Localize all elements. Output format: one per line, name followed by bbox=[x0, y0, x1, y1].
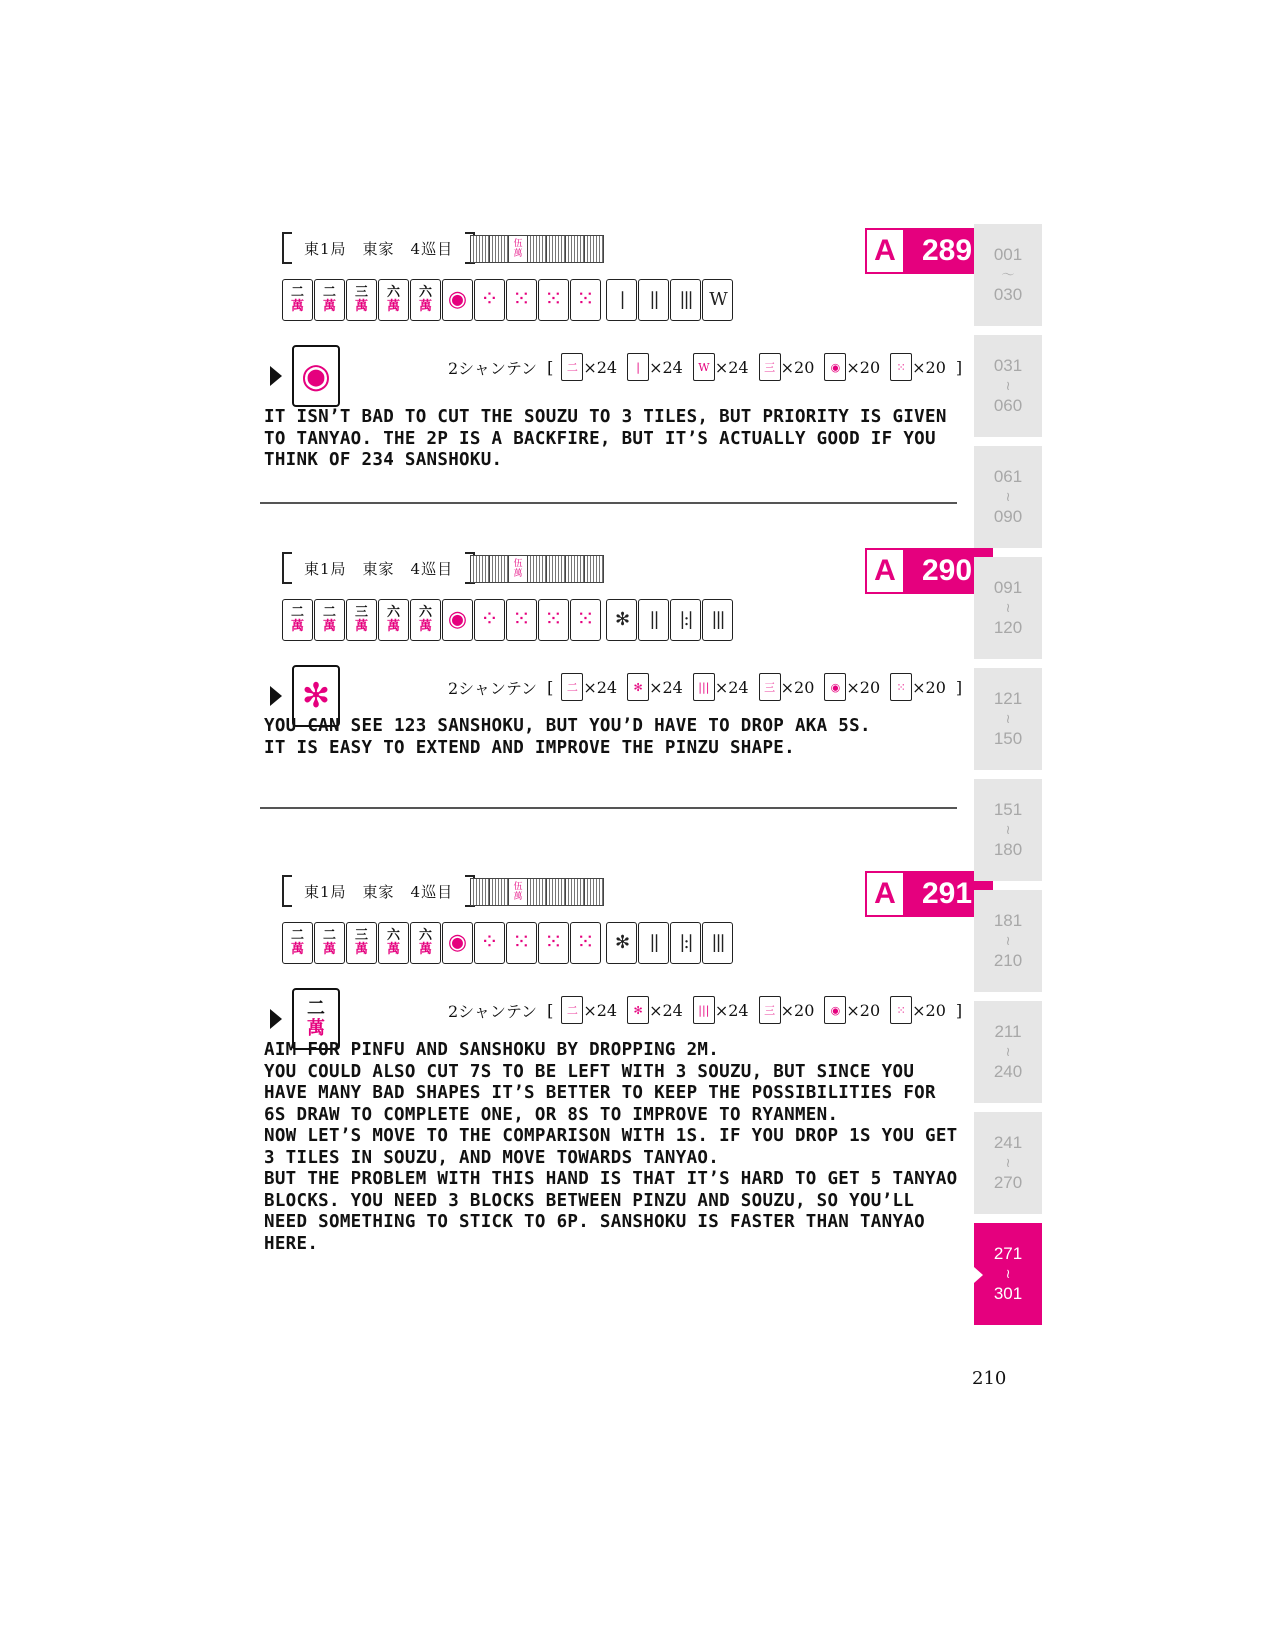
mahjong-tile bbox=[638, 599, 669, 641]
mahjong-tile bbox=[346, 922, 377, 964]
mahjong-tile bbox=[606, 922, 637, 964]
wait-count: ×20 bbox=[846, 1000, 881, 1020]
dead-wall bbox=[470, 878, 604, 906]
explanation-paragraph: IT ISN’T BAD TO CUT THE SOUZU TO 3 TILES, BUT PRIORITY IS GIVEN TO TANYAO. THE 2P IS A BACKFIRE, BUT IT’S ACTUALLY GOOD IF YOU THINK OF 234 SANSHOKU. bbox=[264, 407, 947, 470]
wait-tile: 三 bbox=[759, 673, 781, 701]
tile-suit: 萬 bbox=[290, 299, 304, 314]
situation-label bbox=[282, 553, 475, 583]
face-down-tile bbox=[565, 878, 584, 906]
tile-glyph: ⁙ bbox=[544, 930, 563, 955]
wait-count: ×24 bbox=[649, 1000, 683, 1020]
mahjong-tile bbox=[346, 599, 377, 641]
wait-count: ×20 bbox=[912, 677, 946, 697]
tile-rank: 三 bbox=[354, 605, 368, 620]
recommended-discard bbox=[270, 345, 340, 407]
chapter-tab-061-090[interactable] bbox=[974, 446, 1042, 548]
tile-rank: 二 bbox=[322, 285, 336, 300]
mahjong-tile bbox=[378, 922, 409, 964]
wait-count: ×20 bbox=[846, 677, 881, 697]
tile-rank: 三 bbox=[354, 285, 368, 300]
mahjong-tile bbox=[474, 922, 505, 964]
mahjong-tile bbox=[702, 279, 733, 321]
wait-count: ×24 bbox=[649, 357, 683, 377]
wait-tile: 二 bbox=[561, 673, 583, 701]
wait-count: ×20 bbox=[912, 357, 946, 377]
wait-tile: 三 bbox=[759, 996, 781, 1024]
chapter-tab-271-301[interactable] bbox=[974, 1223, 1042, 1325]
mahjong-tile bbox=[410, 922, 441, 964]
tile-glyph: ◉ bbox=[301, 356, 331, 396]
situation-label bbox=[282, 233, 475, 263]
range-end: 090 bbox=[993, 507, 1023, 526]
wait-count: ×24 bbox=[583, 1000, 618, 1020]
face-down-tile bbox=[470, 235, 489, 263]
shanten-label: 2シャンテン bbox=[448, 358, 538, 378]
face-down-tile bbox=[546, 878, 565, 906]
tile-glyph: ✻ bbox=[614, 932, 629, 953]
range-separator: ≀ bbox=[1005, 711, 1011, 726]
shanten-label: 2シャンテン bbox=[448, 678, 538, 698]
tile-glyph: ⁙ bbox=[512, 287, 531, 312]
range-separator: ≀ bbox=[1005, 933, 1011, 948]
tile-rank: 六 bbox=[386, 285, 400, 300]
bracket-open: [ bbox=[547, 677, 554, 697]
tile-suit: 萬 bbox=[386, 619, 400, 634]
tile-glyph: ⁙ bbox=[544, 287, 563, 312]
chapter-index-sidebar bbox=[974, 224, 1042, 1334]
face-down-tile bbox=[565, 555, 584, 583]
wait-tile: ||| bbox=[693, 673, 715, 701]
tile-rank: 六 bbox=[418, 605, 432, 620]
tile-glyph: ⁙ bbox=[576, 287, 595, 312]
tile-glyph: ⁙ bbox=[512, 607, 531, 632]
face-down-tile bbox=[489, 878, 508, 906]
mahjong-tile bbox=[670, 279, 701, 321]
mahjong-tile bbox=[474, 599, 505, 641]
range-separator: ≀ bbox=[1005, 378, 1011, 393]
mahjong-tile bbox=[670, 922, 701, 964]
dora-suit: 萬 bbox=[513, 569, 523, 579]
tile-rank: 六 bbox=[386, 928, 400, 943]
tile-suit: 萬 bbox=[322, 299, 336, 314]
tile-glyph: ||| bbox=[679, 289, 692, 310]
explanation-paragraph: IT IS EASY TO EXTEND AND IMPROVE THE PINZU SHAPE. bbox=[264, 737, 795, 758]
tile-glyph: ⁙ bbox=[512, 930, 531, 955]
mahjong-tile bbox=[570, 599, 601, 641]
range-end: 240 bbox=[993, 1062, 1023, 1081]
range-start: 061 bbox=[993, 467, 1023, 486]
tile-glyph: ||| bbox=[711, 609, 724, 630]
tile-rank: 二 bbox=[322, 928, 336, 943]
range-separator: ≀ bbox=[1005, 600, 1011, 615]
answer-letter: A bbox=[867, 873, 903, 915]
bracket-left bbox=[282, 232, 292, 264]
section-divider bbox=[260, 807, 957, 809]
tile-glyph: ⁙ bbox=[544, 607, 563, 632]
mahjong-tile bbox=[702, 922, 733, 964]
wait-count: ×24 bbox=[583, 357, 618, 377]
range-start: 001 bbox=[993, 245, 1023, 264]
round-seat-turn: 東1局 東家 4巡目 bbox=[304, 882, 454, 901]
tile-rank: 二 bbox=[322, 605, 336, 620]
mahjong-tile bbox=[282, 279, 313, 321]
mahjong-tile bbox=[378, 279, 409, 321]
tile-suit: 萬 bbox=[322, 942, 336, 957]
bracket-left bbox=[282, 552, 292, 584]
hand-tiles bbox=[282, 599, 734, 641]
dora-indicator-tile bbox=[508, 555, 527, 583]
chapter-tab-031-060[interactable] bbox=[974, 335, 1042, 437]
section-divider bbox=[260, 502, 957, 504]
tile-glyph: ◉ bbox=[447, 287, 468, 312]
dora-rank: 伍 bbox=[513, 239, 523, 249]
range-start: 151 bbox=[993, 800, 1023, 819]
round-seat-turn: 東1局 東家 4巡目 bbox=[304, 559, 454, 578]
mahjong-tile bbox=[282, 599, 313, 641]
wait-tile: ⁙ bbox=[890, 996, 912, 1024]
wait-tile: 二 bbox=[561, 996, 583, 1024]
tile-rank: 六 bbox=[418, 928, 432, 943]
chapter-tab-151-180[interactable] bbox=[974, 779, 1042, 881]
tile-glyph: ◉ bbox=[447, 930, 468, 955]
range-separator: ≀ bbox=[1005, 1044, 1011, 1059]
tile-rank: 二 bbox=[290, 928, 304, 943]
tile-glyph: ⁘ bbox=[480, 607, 499, 632]
bracket-close: ] bbox=[955, 1000, 963, 1020]
tile-suit: 萬 bbox=[386, 299, 400, 314]
dora-rank: 伍 bbox=[513, 882, 523, 892]
dora-suit: 萬 bbox=[513, 249, 523, 259]
range-end: 060 bbox=[993, 396, 1023, 415]
mahjong-tile bbox=[346, 279, 377, 321]
mahjong-tile bbox=[538, 922, 569, 964]
mahjong-tile bbox=[442, 599, 473, 641]
mahjong-tile bbox=[702, 599, 733, 641]
bracket-open: [ bbox=[547, 1000, 554, 1020]
wait-tile: ⁙ bbox=[890, 353, 912, 381]
tile-glyph: | bbox=[619, 289, 624, 310]
tile-glyph: ✻ bbox=[301, 676, 331, 716]
wait-count: ×20 bbox=[912, 1000, 946, 1020]
dora-indicator-tile bbox=[508, 235, 527, 263]
mahjong-tile bbox=[506, 599, 537, 641]
wait-tile: 三 bbox=[759, 353, 781, 381]
wait-count: ×24 bbox=[714, 677, 749, 697]
mahjong-tile bbox=[378, 599, 409, 641]
mahjong-tile bbox=[538, 279, 569, 321]
tile-suit: 萬 bbox=[354, 299, 368, 314]
range-separator: ～ bbox=[1001, 267, 1015, 282]
tile-glyph: ✻ bbox=[614, 609, 629, 630]
tile-suit: 萬 bbox=[322, 619, 336, 634]
mahjong-tile bbox=[410, 279, 441, 321]
wait-tile: ||| bbox=[693, 996, 715, 1024]
range-start: 121 bbox=[993, 689, 1023, 708]
answer-number: 289 bbox=[903, 230, 991, 272]
wait-tile: ✻ bbox=[627, 996, 649, 1024]
mahjong-tile bbox=[638, 922, 669, 964]
dora-rank: 伍 bbox=[513, 559, 523, 569]
explanation-paragraph: YOU CAN SEE 123 SANSHOKU, BUT YOU’D HAVE TO DROP AKA 5S. bbox=[264, 716, 871, 736]
dead-wall bbox=[470, 235, 604, 263]
shanten-waits bbox=[448, 673, 966, 701]
face-down-tile bbox=[527, 235, 546, 263]
shanten-waits bbox=[448, 353, 966, 381]
face-down-tile bbox=[489, 555, 508, 583]
mahjong-tile bbox=[314, 922, 345, 964]
range-end: 301 bbox=[993, 1284, 1023, 1303]
wait-count: ×24 bbox=[714, 357, 749, 377]
face-down-tile bbox=[527, 555, 546, 583]
wait-tile: ◉ bbox=[824, 996, 846, 1024]
range-end: 210 bbox=[993, 951, 1023, 970]
tile-glyph: || bbox=[649, 932, 658, 953]
answer-number: 290 bbox=[903, 550, 991, 592]
tile-suit: 萬 bbox=[418, 299, 432, 314]
explanation-text bbox=[264, 716, 964, 759]
mahjong-tile bbox=[670, 599, 701, 641]
tile-suit: 萬 bbox=[386, 942, 400, 957]
chapter-tab-181-210[interactable] bbox=[974, 890, 1042, 992]
wait-tile: 二 bbox=[561, 353, 583, 381]
chapter-tab-121-150[interactable] bbox=[974, 668, 1042, 770]
tile-glyph: ⁘ bbox=[480, 930, 499, 955]
discard-tile bbox=[292, 345, 340, 407]
face-down-tile bbox=[584, 878, 604, 906]
explanation-paragraph: NOW LET’S MOVE TO THE COMPARISON WITH 1S. IF YOU DROP 1S YOU GET 3 TILES IN SOUZU, AND MOVE TOWARDS TANYAO. bbox=[264, 1126, 958, 1168]
mahjong-tile bbox=[442, 279, 473, 321]
tile-suit: 萬 bbox=[354, 619, 368, 634]
wait-tile: ◉ bbox=[824, 673, 846, 701]
wait-count: ×24 bbox=[714, 1000, 749, 1020]
answer-letter: A bbox=[867, 550, 903, 592]
tile-suit: 萬 bbox=[418, 619, 432, 634]
wait-count: ×20 bbox=[780, 677, 815, 697]
tile-suit: 萬 bbox=[307, 1018, 325, 1039]
mahjong-tile bbox=[538, 599, 569, 641]
wait-count: ×24 bbox=[583, 677, 618, 697]
mahjong-tile bbox=[638, 279, 669, 321]
shanten-label: 2シャンテン bbox=[448, 1001, 538, 1021]
range-end: 180 bbox=[993, 840, 1023, 859]
tile-glyph: || bbox=[649, 609, 658, 630]
wait-tile: | bbox=[627, 353, 649, 381]
tile-rank: 二 bbox=[290, 605, 304, 620]
face-down-tile bbox=[546, 235, 565, 263]
range-start: 211 bbox=[994, 1022, 1022, 1041]
face-down-tile bbox=[489, 235, 508, 263]
wait-count: ×24 bbox=[649, 677, 683, 697]
range-start: 271 bbox=[993, 1244, 1023, 1263]
range-separator: ≀ bbox=[1005, 822, 1011, 837]
range-separator: ≀ bbox=[1005, 1155, 1011, 1170]
face-down-tile bbox=[470, 878, 489, 906]
tile-rank: 二 bbox=[290, 285, 304, 300]
answer-number: 291 bbox=[903, 873, 991, 915]
face-down-tile bbox=[584, 555, 604, 583]
wait-count: ×20 bbox=[780, 357, 815, 377]
tile-glyph: || bbox=[649, 289, 658, 310]
answer-letter: A bbox=[867, 230, 903, 272]
range-start: 031 bbox=[993, 356, 1023, 375]
chapter-tab-001-030[interactable] bbox=[974, 224, 1042, 326]
tile-suit: 萬 bbox=[418, 942, 432, 957]
wait-tile: ◉ bbox=[824, 353, 846, 381]
tile-glyph: |:| bbox=[679, 609, 692, 630]
tile-rank: 六 bbox=[418, 285, 432, 300]
tile-glyph: ⁙ bbox=[576, 930, 595, 955]
range-separator: ≀ bbox=[1005, 1266, 1011, 1281]
explanation-paragraph: YOU COULD ALSO CUT 7S TO BE LEFT WITH 3 SOUZU, BUT SINCE YOU HAVE MANY BAD SHAPES IT’S BETTER TO KEEP THE POSSIBILITIES FOR 6S DRAW TO COMPLETE ONE, OR 8S TO IMPROVE TO RYANMEN. bbox=[264, 1061, 936, 1125]
mahjong-tile bbox=[570, 279, 601, 321]
chapter-tab-091-120[interactable] bbox=[974, 557, 1042, 659]
page-number: 210 bbox=[972, 1368, 1007, 1389]
shanten-waits bbox=[448, 996, 966, 1024]
range-start: 181 bbox=[993, 911, 1023, 930]
tile-rank: 二 bbox=[307, 998, 325, 1019]
round-seat-turn: 東1局 東家 4巡目 bbox=[304, 239, 454, 258]
face-down-tile bbox=[527, 878, 546, 906]
bracket-left bbox=[282, 875, 292, 907]
explanation-text bbox=[264, 1040, 964, 1255]
wait-count: ×20 bbox=[780, 1000, 815, 1020]
mahjong-tile bbox=[506, 279, 537, 321]
chapter-tab-211-240[interactable] bbox=[974, 1001, 1042, 1103]
tile-rank: 三 bbox=[354, 928, 368, 943]
range-end: 150 bbox=[993, 729, 1023, 748]
arrow-right-icon bbox=[270, 1009, 282, 1029]
bracket-close: ] bbox=[955, 677, 963, 697]
range-end: 120 bbox=[993, 618, 1023, 637]
mahjong-tile bbox=[506, 922, 537, 964]
chapter-tab-241-270[interactable] bbox=[974, 1112, 1042, 1214]
tile-glyph: |:| bbox=[679, 932, 692, 953]
hand-tiles bbox=[282, 279, 734, 321]
mahjong-tile bbox=[606, 599, 637, 641]
hand-tiles bbox=[282, 922, 734, 964]
wait-tile: ✻ bbox=[627, 673, 649, 701]
face-down-tile bbox=[584, 235, 604, 263]
range-end: 030 bbox=[993, 285, 1023, 304]
wait-tile: W bbox=[693, 353, 715, 381]
mahjong-tile bbox=[474, 279, 505, 321]
wait-count: ×20 bbox=[846, 357, 881, 377]
range-end: 270 bbox=[993, 1173, 1023, 1192]
tile-suit: 萬 bbox=[354, 942, 368, 957]
arrow-right-icon bbox=[270, 366, 282, 386]
range-start: 091 bbox=[993, 578, 1023, 597]
range-start: 241 bbox=[993, 1133, 1023, 1152]
tile-glyph: ⁘ bbox=[480, 287, 499, 312]
mahjong-tile bbox=[442, 922, 473, 964]
mahjong-tile bbox=[314, 599, 345, 641]
mahjong-tile bbox=[282, 922, 313, 964]
face-down-tile bbox=[565, 235, 584, 263]
face-down-tile bbox=[546, 555, 565, 583]
explanation-paragraph: AIM FOR PINFU AND SANSHOKU BY DROPPING 2M. bbox=[264, 1040, 720, 1060]
face-down-tile bbox=[470, 555, 489, 583]
dora-suit: 萬 bbox=[513, 892, 523, 902]
tile-glyph: ⁙ bbox=[576, 607, 595, 632]
explanation-paragraph: BUT THE PROBLEM WITH THIS HAND IS THAT IT’S HARD TO GET 5 TANYAO BLOCKS. YOU NEED 3 BLOCKS BETWEEN PINZU AND SOUZU, SO YOU’LL NEED SOMETHING TO STICK TO 6P. SANSHOKU IS FASTER THAN TANYAO HERE. bbox=[264, 1169, 958, 1254]
dead-wall bbox=[470, 555, 604, 583]
mahjong-tile bbox=[314, 279, 345, 321]
tile-rank: 六 bbox=[386, 605, 400, 620]
tile-glyph: W bbox=[709, 289, 726, 310]
tile-glyph: ||| bbox=[711, 932, 724, 953]
arrow-right-icon bbox=[270, 686, 282, 706]
mahjong-tile bbox=[570, 922, 601, 964]
tile-suit: 萬 bbox=[290, 942, 304, 957]
mahjong-tile bbox=[410, 599, 441, 641]
bracket-open: [ bbox=[547, 357, 554, 377]
wait-tile: ⁙ bbox=[890, 673, 912, 701]
situation-label bbox=[282, 876, 475, 906]
dora-indicator-tile bbox=[508, 878, 527, 906]
explanation-text bbox=[264, 407, 964, 472]
tile-glyph: ◉ bbox=[447, 607, 468, 632]
mahjong-tile bbox=[606, 279, 637, 321]
range-separator: ≀ bbox=[1005, 489, 1011, 504]
tile-suit: 萬 bbox=[290, 619, 304, 634]
bracket-close: ] bbox=[955, 357, 963, 377]
